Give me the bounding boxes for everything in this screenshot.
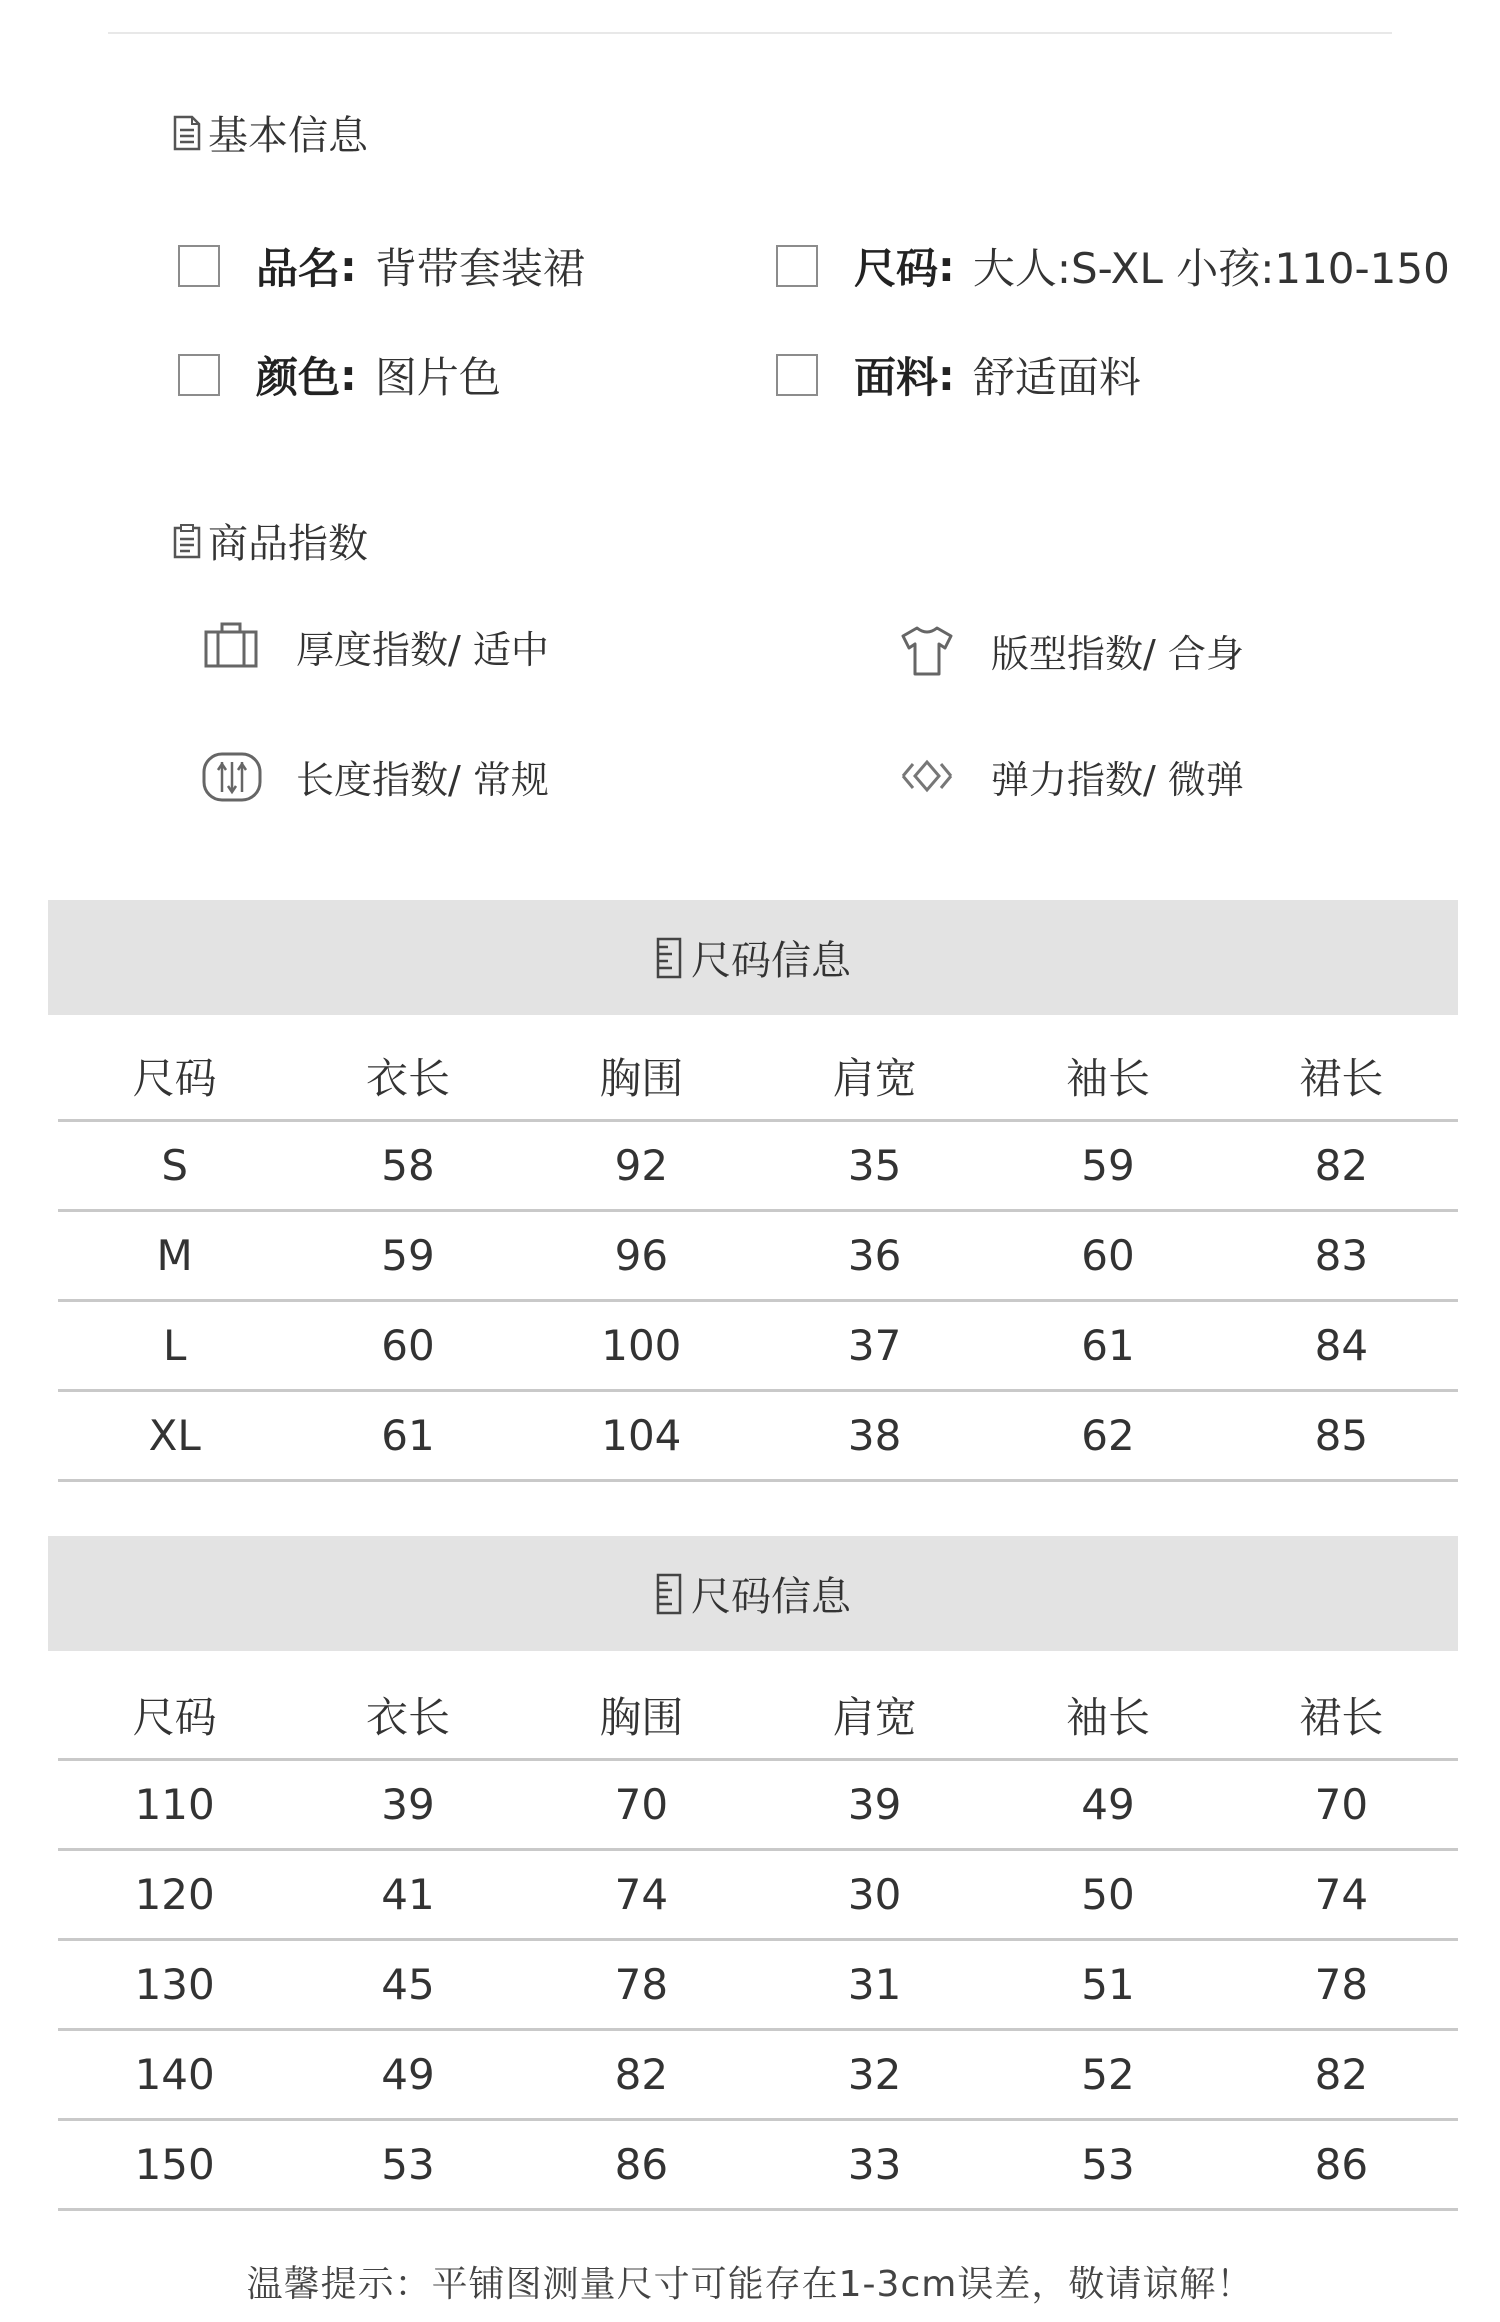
table-row xyxy=(58,1850,1458,1940)
table-cell: 32 xyxy=(758,2030,991,2120)
basic-item-value: 大人:S-XL 小孩:110-150 xyxy=(972,244,1450,293)
index-thickness xyxy=(200,618,549,674)
table-cell: 86 xyxy=(1225,2120,1458,2210)
table-cell: XL xyxy=(58,1391,291,1481)
column-header: 胸围 xyxy=(525,1032,758,1121)
adult-size-title: 尺码信息 xyxy=(691,938,851,984)
table-cell: 140 xyxy=(58,2030,291,2120)
table-row xyxy=(58,1211,1458,1301)
table-cell: 110 xyxy=(58,1760,291,1850)
table-cell: 85 xyxy=(1225,1391,1458,1481)
table-cell: 51 xyxy=(991,1940,1224,2030)
column-header: 袖长 xyxy=(991,1032,1224,1121)
basic-item-name xyxy=(178,236,585,296)
table-cell: 62 xyxy=(991,1391,1224,1481)
table-cell: 86 xyxy=(525,2120,758,2210)
basic-item-label: 品名 xyxy=(256,244,341,293)
table-cell: 35 xyxy=(758,1121,991,1211)
table-cell: 60 xyxy=(291,1301,524,1391)
table-cell: 82 xyxy=(1225,1121,1458,1211)
column-header: 尺码 xyxy=(58,1032,291,1121)
basic-item-label: 面料 xyxy=(854,353,939,402)
table-cell: 92 xyxy=(525,1121,758,1211)
table-cell: 30 xyxy=(758,1850,991,1940)
table-cell: 37 xyxy=(758,1301,991,1391)
table-cell: 60 xyxy=(991,1211,1224,1301)
table-cell: 130 xyxy=(58,1940,291,2030)
table-cell: S xyxy=(58,1121,291,1211)
basic-item-value: 图片色 xyxy=(374,353,501,402)
table-cell: M xyxy=(58,1211,291,1301)
kids-size-band xyxy=(48,1536,1458,1651)
basic-item-sep: : xyxy=(938,350,955,400)
column-header: 衣长 xyxy=(291,1032,524,1121)
length-icon xyxy=(200,748,264,804)
basic-item-sep: : xyxy=(340,241,357,291)
index-fit xyxy=(895,622,1244,678)
table-cell: 39 xyxy=(291,1760,524,1850)
basic-item-size xyxy=(776,236,1450,296)
index-length xyxy=(200,748,549,804)
column-header: 胸围 xyxy=(525,1671,758,1760)
top-divider xyxy=(108,32,1392,34)
document-icon xyxy=(172,115,202,151)
basic-item-sep: : xyxy=(340,350,357,400)
table-cell: 100 xyxy=(525,1301,758,1391)
basic-item-fabric xyxy=(776,345,1141,405)
table-row xyxy=(58,2030,1458,2120)
column-header: 裙长 xyxy=(1225,1671,1458,1760)
table-cell: 31 xyxy=(758,1940,991,2030)
basic-item-label: 颜色 xyxy=(256,353,341,402)
kids-size-title: 尺码信息 xyxy=(691,1574,851,1620)
table-cell: 150 xyxy=(58,2120,291,2210)
column-header: 肩宽 xyxy=(758,1032,991,1121)
product-index-heading xyxy=(172,512,368,569)
index-text: 弹力指数/ 微弹 xyxy=(991,757,1244,802)
column-header: 肩宽 xyxy=(758,1671,991,1760)
table-cell: 49 xyxy=(291,2030,524,2120)
checkbox-icon xyxy=(178,354,220,396)
table-cell: 104 xyxy=(525,1391,758,1481)
table-header-row xyxy=(58,1032,1458,1121)
tshirt-icon xyxy=(895,622,959,678)
column-header: 尺码 xyxy=(58,1671,291,1760)
diamond-icon xyxy=(895,748,959,804)
table-cell: 53 xyxy=(291,2120,524,2210)
table-cell: 82 xyxy=(1225,2030,1458,2120)
column-header: 衣长 xyxy=(291,1671,524,1760)
table-cell: 45 xyxy=(291,1940,524,2030)
index-text: 长度指数/ 常规 xyxy=(296,757,549,802)
clipboard-icon xyxy=(172,523,202,559)
index-text: 厚度指数/ 适中 xyxy=(296,627,549,672)
table-cell: 83 xyxy=(1225,1211,1458,1301)
basic-item-color xyxy=(178,345,501,405)
table-row xyxy=(58,1121,1458,1211)
checkbox-icon xyxy=(776,245,818,287)
table-cell: 61 xyxy=(291,1391,524,1481)
index-elasticity xyxy=(895,748,1244,804)
bag-icon xyxy=(200,618,264,674)
table-cell: 84 xyxy=(1225,1301,1458,1391)
adult-size-table xyxy=(58,1032,1458,1482)
table-row xyxy=(58,1301,1458,1391)
table-cell: 70 xyxy=(525,1760,758,1850)
table-cell: 74 xyxy=(525,1850,758,1940)
table-row xyxy=(58,1391,1458,1481)
measurement-tip: 温馨提示：平铺图测量尺寸可能存在1-3cm误差，敬请谅解！ xyxy=(246,2264,1254,2305)
table-cell: 96 xyxy=(525,1211,758,1301)
table-cell: 78 xyxy=(525,1940,758,2030)
table-cell: 78 xyxy=(1225,1940,1458,2030)
index-text: 版型指数/ 合身 xyxy=(991,631,1244,676)
basic-item-sep: : xyxy=(938,241,955,291)
table-cell: 53 xyxy=(991,2120,1224,2210)
table-row xyxy=(58,1940,1458,2030)
table-cell: 38 xyxy=(758,1391,991,1481)
table-cell: 49 xyxy=(991,1760,1224,1850)
kids-size-table xyxy=(58,1671,1458,2211)
table-cell: 61 xyxy=(991,1301,1224,1391)
column-header: 裙长 xyxy=(1225,1032,1458,1121)
table-cell: 36 xyxy=(758,1211,991,1301)
table-cell: 58 xyxy=(291,1121,524,1211)
basic-item-label: 尺码 xyxy=(854,244,939,293)
basic-info-heading xyxy=(172,104,368,161)
table-cell: 82 xyxy=(525,2030,758,2120)
column-header: 袖长 xyxy=(991,1671,1224,1760)
table-cell: 52 xyxy=(991,2030,1224,2120)
product-index-title: 商品指数 xyxy=(208,521,368,567)
basic-info-title: 基本信息 xyxy=(208,113,368,159)
table-row xyxy=(58,2120,1458,2210)
table-cell: 59 xyxy=(991,1121,1224,1211)
table-cell: 33 xyxy=(758,2120,991,2210)
ruler-icon xyxy=(655,937,683,979)
table-header-row xyxy=(58,1671,1458,1760)
table-cell: 70 xyxy=(1225,1760,1458,1850)
table-cell: 74 xyxy=(1225,1850,1458,1940)
checkbox-icon xyxy=(776,354,818,396)
table-cell: 59 xyxy=(291,1211,524,1301)
adult-size-band xyxy=(48,900,1458,1015)
table-cell: L xyxy=(58,1301,291,1391)
table-cell: 120 xyxy=(58,1850,291,1940)
basic-item-value: 背带套装裙 xyxy=(374,244,585,293)
table-cell: 50 xyxy=(991,1850,1224,1940)
ruler-icon xyxy=(655,1573,683,1615)
basic-item-value: 舒适面料 xyxy=(972,353,1141,402)
table-cell: 41 xyxy=(291,1850,524,1940)
table-cell: 39 xyxy=(758,1760,991,1850)
checkbox-icon xyxy=(178,245,220,287)
table-row xyxy=(58,1760,1458,1850)
